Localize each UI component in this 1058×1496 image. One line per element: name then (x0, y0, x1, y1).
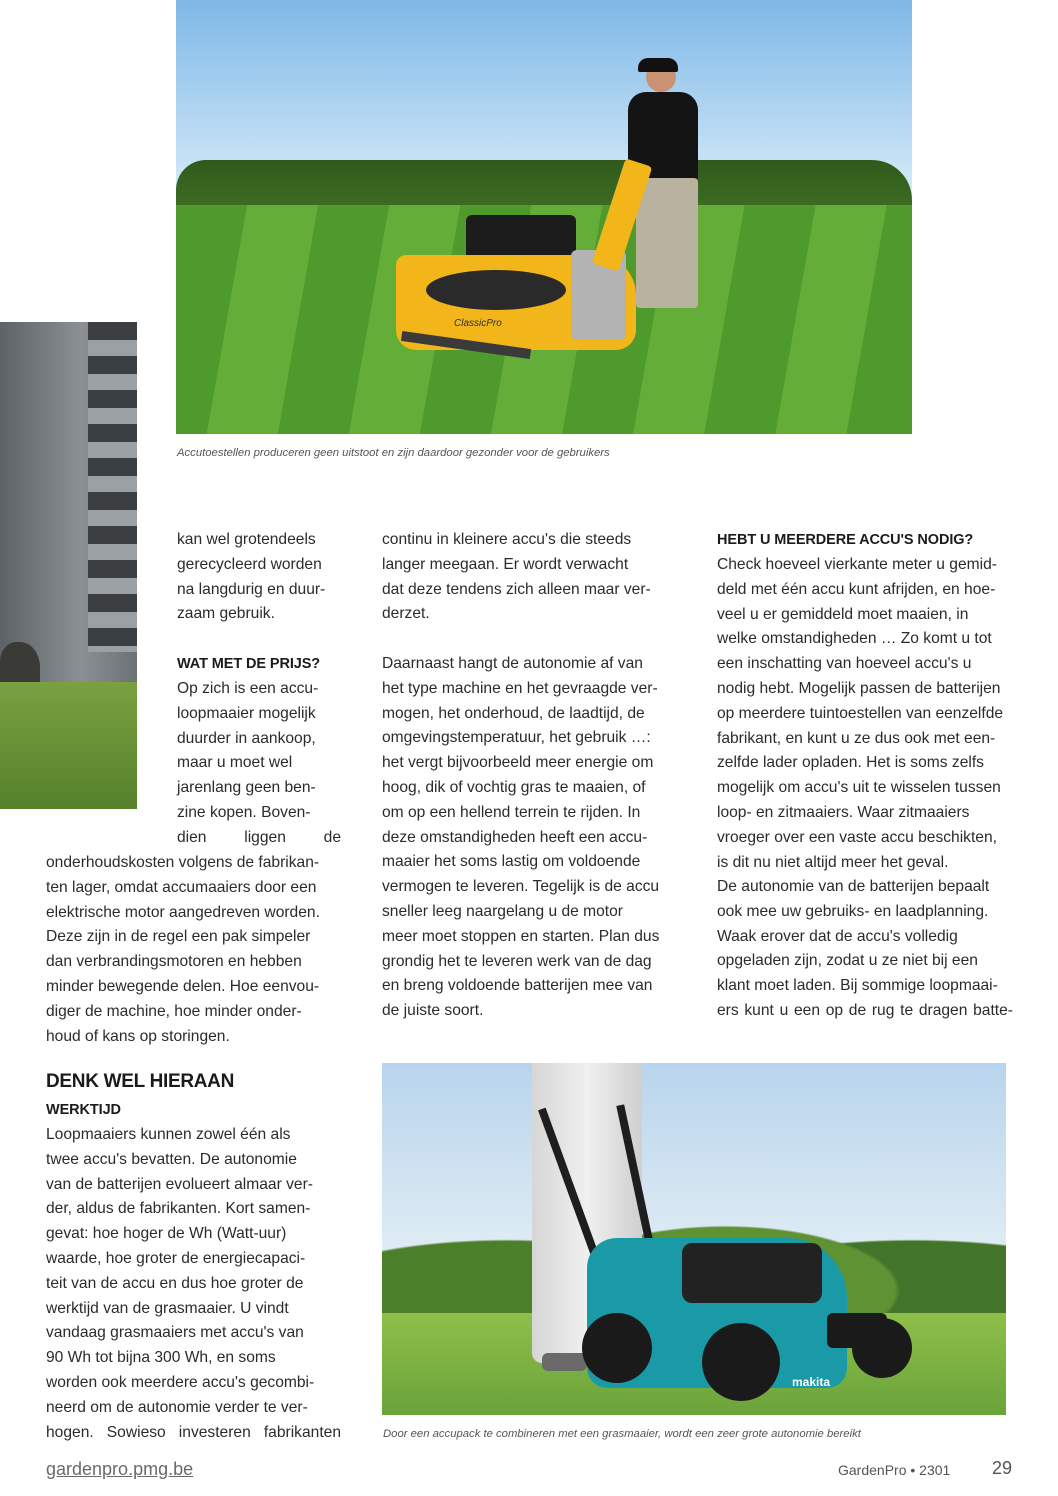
text-line: ook mee uw gebruiks- en laadplanning. (717, 902, 989, 920)
text-line: omgevingstemperatuur, het gebruik …: (382, 729, 651, 747)
text-line: werktijd van de grasmaaier. U vindt (46, 1299, 289, 1317)
text-line: ers kunt u een op de rug te dragen batte- (717, 1001, 1013, 1019)
text-line: veel u er gemiddeld moet maaien, in (717, 605, 969, 623)
text-line: deld met één accu kunt afrijden, en hoe- (717, 580, 996, 598)
text-line: De autonomie van de batterijen bepaalt (717, 878, 990, 895)
bottom-photo-caption: Door een accupack te combineren met een grasmaaier, wordt een zeer grote autonomie bereikt (383, 1428, 861, 1440)
text-line: kan wel grotendeels (177, 531, 316, 548)
text-line: jarenlang geen ben- (177, 779, 316, 797)
text-line: om op een hellend terrein te rijden. In (382, 803, 641, 821)
text-line: nodig hebt. Mogelijk passen de batterijen (717, 679, 1001, 697)
text-line: loopmaaier mogelijk (177, 704, 316, 722)
text-line: het type machine en het gevraagde ver- (382, 679, 658, 697)
text-line: deze omstandigheden heeft een accu- (382, 828, 648, 846)
text-line: maaier het soms lastig om voldoende (382, 853, 641, 871)
text-line: derzet. (382, 605, 430, 623)
text-line: hoog, dik of vochtig gras te maaien, of (382, 778, 646, 796)
text-line: langer meegaan. Er wordt verwacht (382, 555, 629, 573)
text-line: Loopmaaiers kunnen zowel één als (46, 1126, 291, 1143)
text-line: het vergt bijvoorbeeld meer energie om (382, 754, 654, 772)
top-photo (176, 0, 912, 434)
text-line: meer moet stoppen en starten. Plan dus (382, 927, 660, 945)
text-line: opgeladen zijn, zodat u ze niet bij een (717, 952, 978, 970)
text-line: loop- en zitmaaiers. Waar zitmaaiers (717, 803, 970, 821)
text-line: Waak erover dat de accu's volledig (717, 927, 958, 945)
col1-price-wrapped (177, 677, 341, 851)
bottom-photo (382, 1063, 1006, 1415)
col2-paragraph-1 (382, 528, 676, 627)
box-title: DENK WEL HIERAAN (46, 1071, 235, 1092)
text-line: duurder in aankoop, (177, 729, 316, 747)
col2-paragraph-2 (382, 652, 676, 1024)
magazine-issue: GardenPro • 2301 (838, 1462, 951, 1478)
text-line: teit van de accu en dus hoe groter de (46, 1274, 304, 1292)
col3-paragraph-1 (717, 553, 1013, 875)
text-line: Deze zijn in de regel een pak simpeler (46, 928, 311, 946)
text-line: op meerdere tuintoestellen van eenzelfde (717, 704, 1004, 722)
text-line: is dit nu niet altijd meer het geval. (717, 853, 949, 871)
text-line: de juiste soort. (382, 1002, 484, 1020)
text-line: gevat: hoe hoger de Wh (Watt-uur) (46, 1225, 287, 1243)
text-line: onderhoudskosten volgens de fabrikan- (46, 854, 320, 871)
text-line: der, aldus de fabrikanten. Kort samen- (46, 1200, 311, 1218)
text-line: dan verbrandingsmotoren en hebben (46, 953, 302, 971)
text-line: minder bewegende delen. Hoe eenvou- (46, 977, 320, 995)
text-line: dat deze tendens zich alleen maar ver- (382, 580, 651, 598)
text-line: houd of kans op storingen. (46, 1027, 230, 1045)
text-line: diger de machine, hoe minder onder- (46, 1002, 302, 1020)
text-line: welke omstandigheden … Zo komt u tot (717, 630, 992, 648)
text-line: Check hoeveel vierkante meter u gemid- (717, 556, 997, 573)
text-line: neerd om de autonomie verder te ver- (46, 1398, 308, 1416)
text-line: mogen, het onderhoud, de laadtijd, de (382, 704, 645, 722)
text-line: zaam gebruik. (177, 605, 275, 623)
text-line: zelfde lader opladen. Het is soms zelfs (717, 754, 984, 772)
makita-logo: makita (792, 1375, 831, 1389)
col1-price-full (46, 851, 341, 1049)
text-line: Op zich is een accu- (177, 680, 319, 697)
text-line: vermogen te leveren. Tegelijk is de accu (382, 878, 660, 896)
text-line: na langdurig en duur- (177, 580, 326, 598)
text-line: van de batterijen evolueert almaar ver- (46, 1175, 313, 1193)
text-line: ten lager, omdat accumaaiers door een (46, 878, 317, 896)
text-line: fabrikant, en kunt u ze dus ook met een- (717, 729, 996, 747)
text-line: continu in kleinere accu's die steeds (382, 531, 632, 548)
text-line: grondig het te leveren werk van de dag (382, 952, 652, 970)
text-line: en breng voldoende batterijen mee van (382, 977, 653, 995)
text-line: dien liggen de (177, 828, 341, 846)
website-link[interactable]: gardenpro.pmg.be (46, 1459, 194, 1479)
text-line: elektrische motor aangedreven worden. (46, 903, 320, 921)
text-line: 90 Wh tot bijna 300 Wh, en soms (46, 1349, 276, 1367)
col1-intro (177, 528, 341, 627)
box-subtitle: WERKTIJD (46, 1102, 121, 1118)
side-photo (0, 322, 137, 809)
text-line: zine kopen. Boven- (177, 803, 311, 821)
text-line: Daarnaast hangt de autonomie af van (382, 655, 643, 672)
section-heading-price: WAT MET DE PRIJS? (177, 656, 321, 672)
col3-paragraph-2 (717, 875, 1013, 1024)
text-line: twee accu's bevatten. De autonomie (46, 1150, 297, 1168)
text-line: maar u moet wel (177, 754, 293, 772)
text-line: worden ook meerdere accu's gecombi- (46, 1373, 315, 1391)
text-line: mogelijk om accu's uit te wisselen tussen (717, 779, 1001, 797)
text-line: hogen. Sowieso investeren fabrikanten (46, 1423, 341, 1441)
section-heading-batteries: HEBT U MEERDERE ACCU'S NODIG? (717, 532, 974, 548)
page-number: 29 (992, 1458, 1013, 1478)
box-text (46, 1123, 341, 1445)
text-line: waarde, hoe groter de energiecapaci- (46, 1249, 306, 1267)
text-line: vroeger over een vaste accu beschikten, (717, 828, 997, 846)
text-line: gerecycleerd worden (177, 555, 322, 573)
mower-brand-label: ClassicPro (454, 318, 502, 329)
top-photo-caption: Accutoestellen produceren geen uitstoot en zijn daardoor gezonder voor de gebruikers (177, 447, 610, 459)
text-line: sneller leeg naargelang u de motor (382, 902, 623, 920)
text-line: vandaag grasmaaiers met accu's van (46, 1324, 304, 1342)
text-line: een inschatting van hoeveel accu's u (717, 655, 972, 673)
text-line: klant moet laden. Bij sommige loopmaai- (717, 977, 998, 995)
